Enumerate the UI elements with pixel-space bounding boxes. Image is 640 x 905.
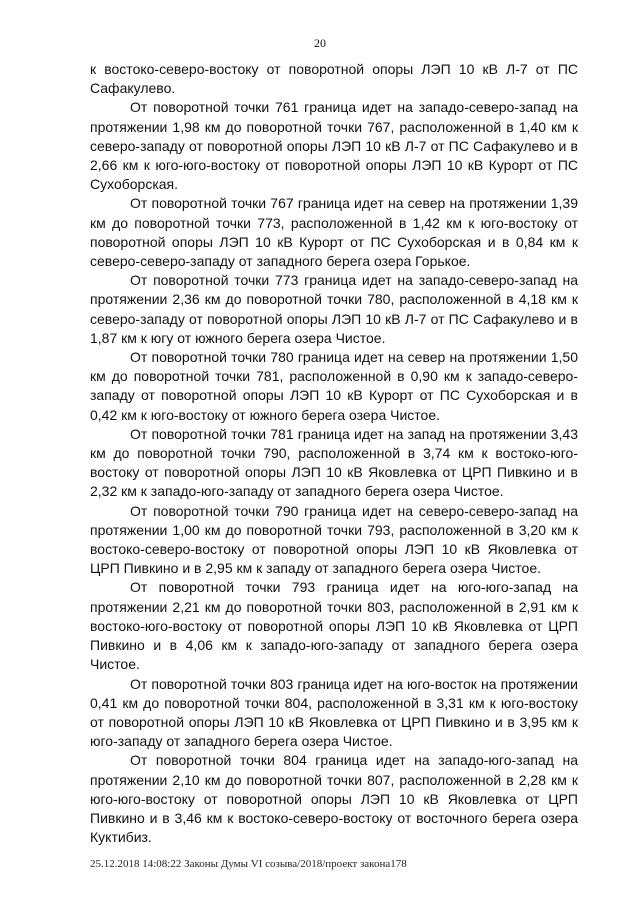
paragraph: От поворотной точки 803 граница идет на юго-восток на протяжении 0,41 км до поворотной точки 804, расположенной в 3,31 км к юго-востоку от поворотной опоры ЛЭП 10 кВ Яковлевка от ЦРП Пивкино и в 3,95 км к юго-западу от западного берега озера Чистое.: [90, 675, 578, 750]
paragraph-continuation: к востоко-северо-востоку от поворотной опоры ЛЭП 10 кВ Л-7 от ПС Сафакулево.: [90, 61, 578, 97]
paragraph: От поворотной точки 767 граница идет на север на протяжении 1,39 км до поворотной точки 773, расположенной в 1,42 км к юго-востоку от поворотной опоры ЛЭП 10 кВ Курорт от ПС Сухоборская и в 0,84 км к северо-северо-западу от западного берега озера Горькое.: [90, 195, 578, 270]
paragraph: От поворотной точки 780 граница идет на север на протяжении 1,50 км до поворотной точки 781, расположенной в 0,90 км к западо-северо-западу от поворотной опоры ЛЭП 10 кВ Курорт от ПС Сухоборская и в 0,42 км к юго-востоку от южного берега озера Чистое.: [90, 349, 578, 423]
paragraph: От поворотной точки 790 граница идет на северо-северо-запад на протяжении 1,00 км до поворотной точки 793, расположенной в 3,20 км к востоко-северо-востоку от поворотной опоры ЛЭП 10 кВ Яковлевка от ЦРП Пивкино и в 2,95 км к западу от западного берега озера Чистое.: [90, 502, 578, 577]
document-body: [90, 60, 578, 847]
page-number: 20: [314, 36, 326, 50]
footer-stamp: 25.12.2018 14:08:22 Законы Думы VI созыва/2018/проект закона178: [90, 858, 407, 870]
paragraph: От поворотной точки 761 граница идет на западо-северо-запад на протяжении 1,98 км до поворотной точки 767, расположенной в 1,40 км к северо-западу от поворотной опоры ЛЭП 10 кВ Л-7 от ПС Сафакулево и в 2,66 км к юго-юго-востоку от поворотной опоры ЛЭП 10 кВ Курорт от ПС Сухоборская.: [90, 99, 578, 193]
paragraph: От поворотной точки 793 граница идет на юго-юго-запад на протяжении 2,21 км до поворотной точки 803, расположенной в 2,91 км к востоко-юго-востоку от поворотной опоры ЛЭП 10 кВ Яковлевка от ЦРП Пивкино и в 4,06 км к западо-юго-западу от западного берега озера Чистое.: [90, 579, 578, 673]
paragraph: От поворотной точки 781 граница идет на запад на протяжении 3,43 км до поворотной точки 790, расположенной в 3,74 км к востоко-юго-востоку от поворотной опоры ЛЭП 10 кВ Яковлевка от ЦРП Пивкино и в 2,32 км к западо-юго-западу от западного берега озера Чистое.: [90, 425, 578, 500]
paragraph: От поворотной точки 773 граница идет на западо-северо-запад на протяжении 2,36 км до поворотной точки 780, расположенной в 4,18 км к северо-западу от поворотной опоры ЛЭП 10 кВ Л-7 от ПС Сафакулево и в 1,87 км к югу от южного берега озера Чистое.: [90, 272, 578, 346]
paragraph: От поворотной точки 804 граница идет на западо-юго-запад на протяжении 2,10 км до поворотной точки 807, расположенной в 2,28 км к юго-юго-востоку от поворотной опоры ЛЭП 10 кВ Яковлевка от ЦРП Пивкино и в 3,46 км к востоко-северо-востоку от восточного берега озера Куктибиз.: [90, 752, 578, 846]
